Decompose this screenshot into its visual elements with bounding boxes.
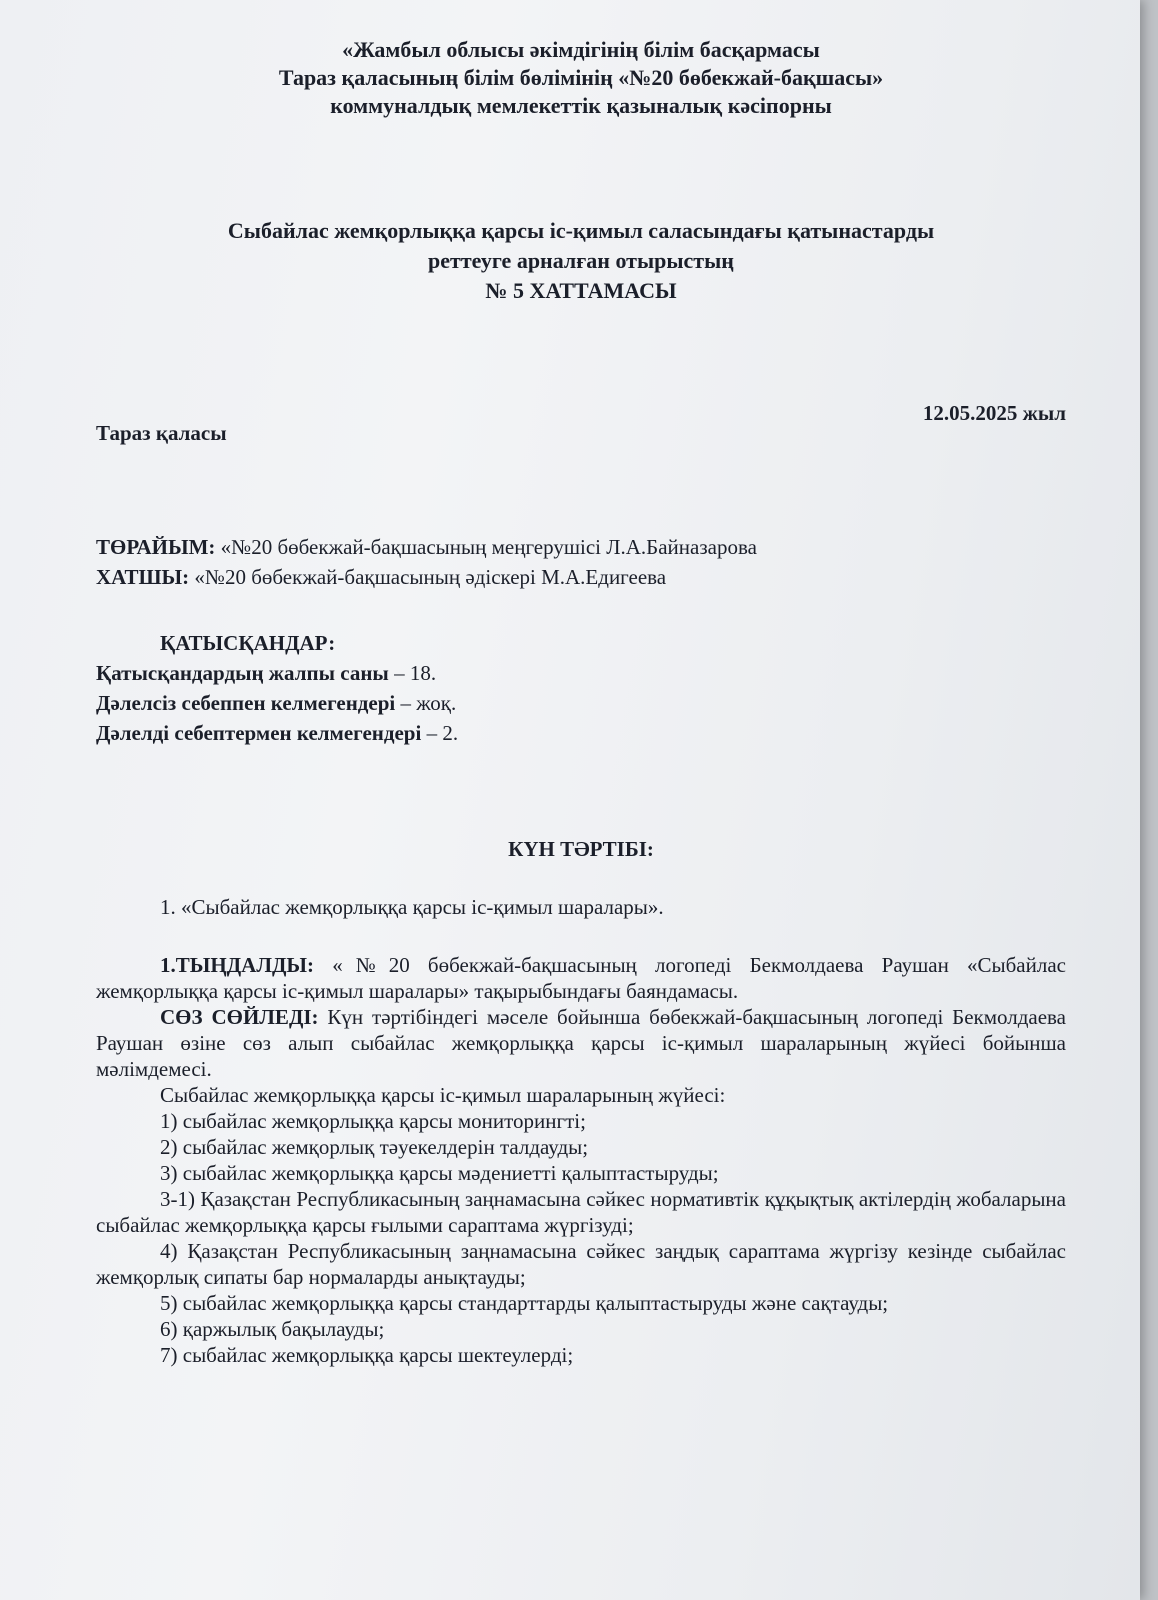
chair-label: ТӨРАЙЫМ: bbox=[96, 535, 216, 559]
unexcused-value: – жоқ. bbox=[395, 691, 457, 715]
attendance-heading: ҚАТЫСҚАНДАР: bbox=[160, 631, 336, 655]
place-date-row bbox=[96, 400, 1066, 450]
total-value: – 18. bbox=[388, 661, 437, 685]
list-item: 6) қаржылық бақылауды; bbox=[160, 1317, 385, 1341]
spoke-paragraph bbox=[96, 1004, 1066, 1082]
agenda-heading: КҮН ТӘРТІБІ: bbox=[508, 837, 654, 861]
list-item: 1) сыбайлас жемқорлыққа қарсы мониторингті; bbox=[160, 1109, 586, 1133]
secretary-value: «№20 бөбекжай-бақшасының әдіскері М.А.Едигеева bbox=[189, 565, 667, 589]
secretary-label: ХАТШЫ: bbox=[96, 565, 190, 589]
list-item: 7) сыбайлас жемқорлыққа қарсы шектеулерді; bbox=[160, 1343, 574, 1367]
chair-value: «№20 бөбекжай-бақшасының меңгерушісі Л.А.Байназарова bbox=[215, 535, 757, 559]
secretary-line bbox=[96, 562, 1066, 592]
document-title bbox=[96, 216, 1066, 306]
heard-paragraph bbox=[96, 952, 1066, 1004]
list-item: 3-1) Қазақстан Республикасының заңнамасына сәйкес нормативтік құқықтық актілердің жобаларына сыбайлас жемқорлыққа қарсы ғылыми сараптама жүргізуді; bbox=[96, 1187, 1066, 1237]
list-item: 5) сыбайлас жемқорлыққа қарсы стандарттарды қалыптастыруды және сақтауды; bbox=[160, 1291, 889, 1315]
chair-line bbox=[96, 532, 1066, 562]
title-line-3: № 5 ХАТТАМАСЫ bbox=[485, 278, 677, 303]
header-line-1: «Жамбыл облысы әкімдігінің білім басқармасы bbox=[342, 37, 820, 62]
attendance-unexcused bbox=[96, 688, 1066, 718]
protocol-body bbox=[96, 952, 1066, 1368]
organization-header bbox=[96, 36, 1066, 120]
excused-label: Дәлелді себептермен келмегендері bbox=[96, 721, 422, 745]
system-intro: Сыбайлас жемқорлыққа қарсы іс-қимыл шараларының жүйесі: bbox=[160, 1083, 726, 1107]
spoke-label: СӨЗ СӨЙЛЕДІ: bbox=[160, 1005, 319, 1029]
header-line-2: Тараз қаласының білім бөлімінің «№20 бөбекжай-бақшасы» bbox=[278, 65, 884, 90]
excused-value: – 2. bbox=[421, 721, 459, 745]
attendance-excused bbox=[96, 718, 1066, 748]
total-label: Қатысқандардың жалпы саны bbox=[96, 661, 389, 685]
city-label: Тараз қаласы bbox=[96, 421, 227, 445]
document-date: 12.05.2025 жыл bbox=[922, 401, 1066, 425]
list-item: 4) Қазақстан Республикасының заңнамасына сәйкес заңдық сараптама жүргізу кезінде сыбайлас жемқорлық сипаты бар нормаларды анықтауды; bbox=[96, 1239, 1066, 1289]
list-item: 3) сыбайлас жемқорлыққа қарсы мәдениетті қалыптастыруды; bbox=[160, 1161, 719, 1185]
header-line-3: коммуналдық мемлекеттік қазыналық кәсіпорны bbox=[330, 93, 832, 118]
heard-label: 1.ТЫҢДАЛДЫ: bbox=[160, 953, 315, 977]
roles-block bbox=[96, 532, 1066, 592]
unexcused-label: Дәлелсіз себеппен келмегендері bbox=[96, 691, 396, 715]
attendance-block bbox=[96, 628, 1066, 748]
spoke-text: Күн тәртібіндегі мәселе бойынша бөбекжай-бақшасының логопеді Бекмолдаева Раушан өзіне сөз алып сыбайлас жемқорлыққа қарсы іс-қимыл шараларының жүйесі бойынша мәлімдемесі. bbox=[96, 1005, 1067, 1081]
agenda-item-1: 1. «Сыбайлас жемқорлыққа қарсы іс-қимыл шаралары». bbox=[160, 895, 664, 919]
attendance-total bbox=[96, 658, 1066, 688]
heard-text: «№20 бөбекжай-бақшасының логопеді Бекмолдаева Раушан «Сыбайлас жемқорлыққа қарсы іс-қимыл шаралары» тақырыбындағы баяндамасы. bbox=[96, 953, 1066, 1003]
list-item: 2) сыбайлас жемқорлық тәуекелдерін талдауды; bbox=[160, 1135, 589, 1159]
title-line-2: реттеуге арналған отырыстың bbox=[428, 248, 734, 273]
title-line-1: Сыбайлас жемқорлыққа қарсы іс-қимыл саласындағы қатынастарды bbox=[227, 218, 935, 243]
